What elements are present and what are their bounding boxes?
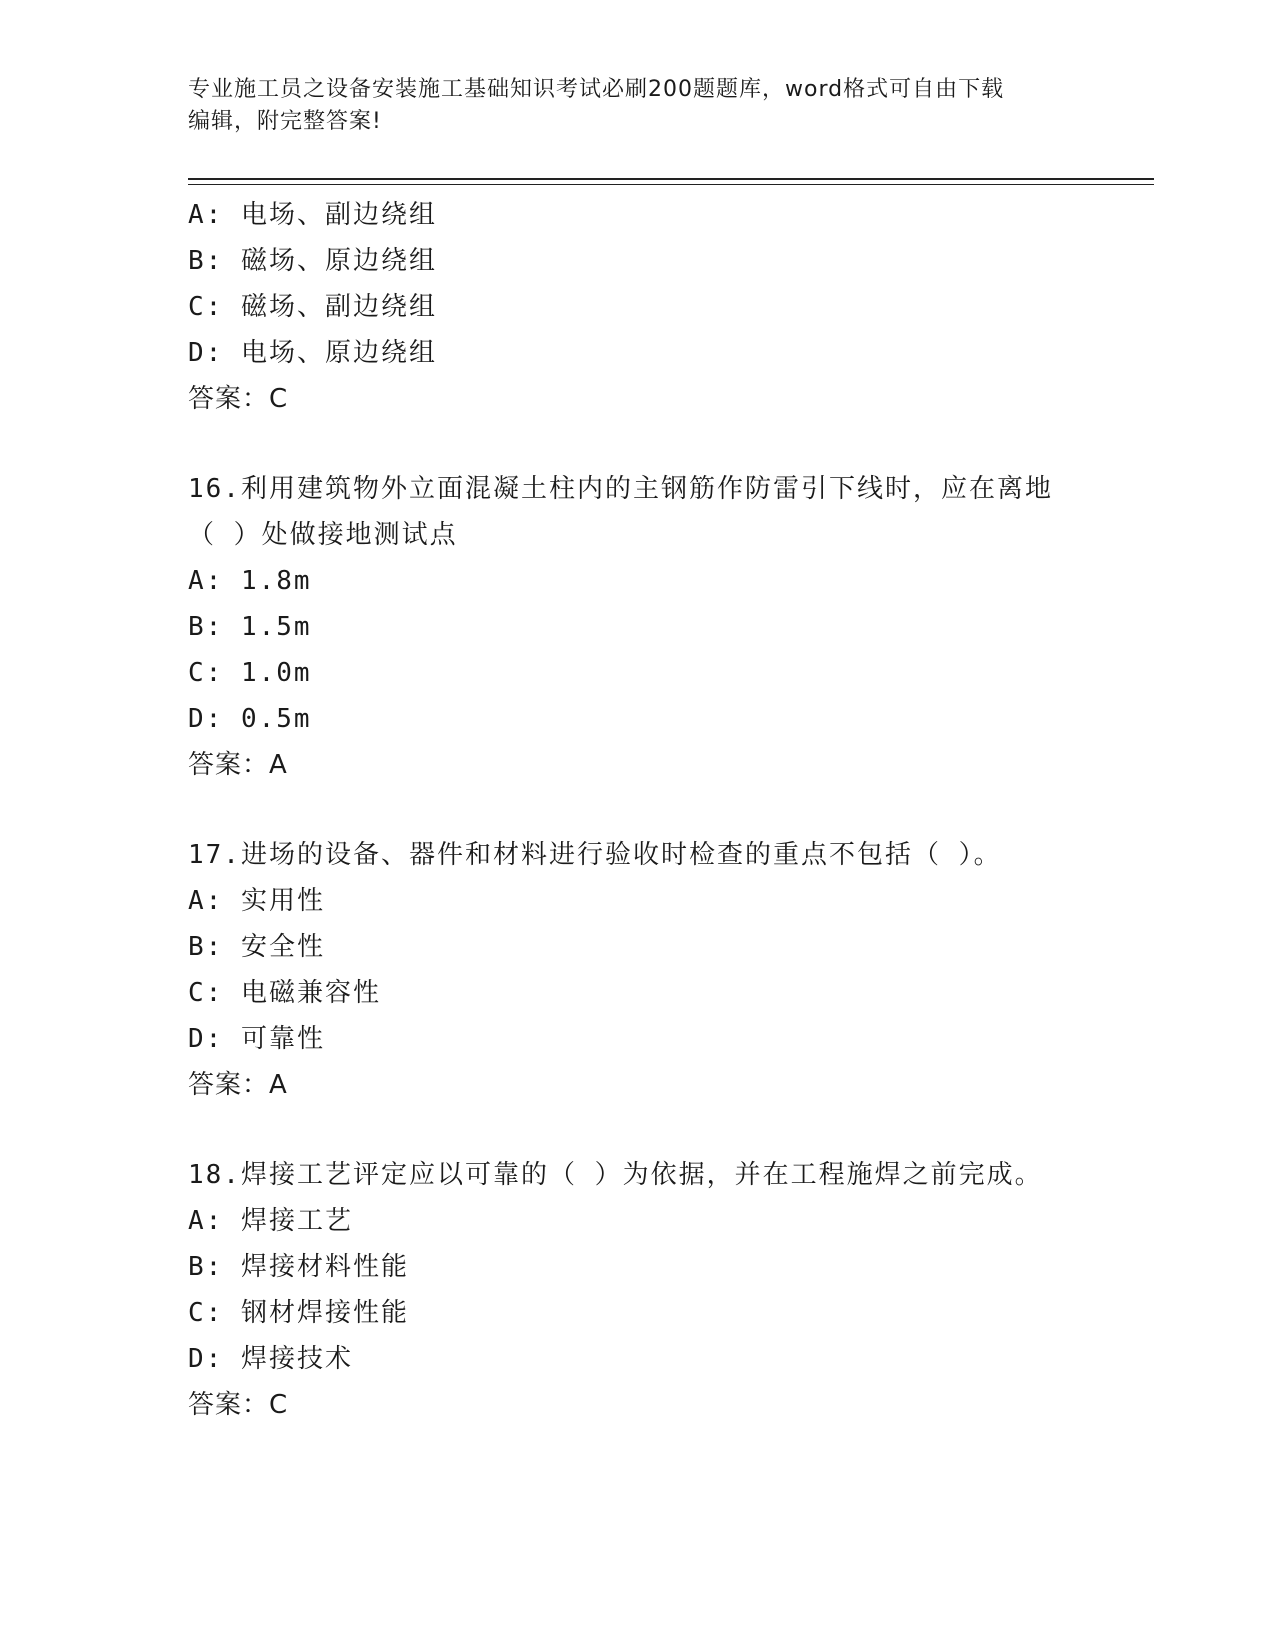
option-c: C: 磁场、副边绕组 <box>188 292 437 322</box>
option-a: A: 电场、副边绕组 <box>188 200 437 230</box>
option-b: B: 焊接材料性能 <box>188 1252 409 1282</box>
header-line-1: 专业施工员之设备安装施工基础知识考试必刷200题题库，word格式可自由下载 <box>188 77 1005 102</box>
option-a: A: 实用性 <box>188 886 325 916</box>
option-c: C: 1.0m <box>188 658 312 688</box>
question-list <box>188 192 1154 1428</box>
option-a: A: 1.8m <box>188 566 312 596</box>
option-c: C: 电磁兼容性 <box>188 978 381 1008</box>
question-18 <box>188 1152 1154 1428</box>
question-stem-line-1: 17.进场的设备、器件和材料进行验收时检查的重点不包括（ ）。 <box>188 840 1002 870</box>
option-b: B: 1.5m <box>188 612 312 642</box>
option-a: A: 焊接工艺 <box>188 1206 353 1236</box>
question-16 <box>188 466 1154 788</box>
option-d: D: 可靠性 <box>188 1024 325 1054</box>
answer: 答案：C <box>188 384 289 414</box>
option-b: B: 磁场、原边绕组 <box>188 246 437 276</box>
question-17 <box>188 832 1154 1108</box>
spacer <box>188 422 1154 466</box>
option-b: B: 安全性 <box>188 932 325 962</box>
question-15 <box>188 192 1154 422</box>
answer: 答案：C <box>188 1390 289 1420</box>
question-stem-line-1: 18.焊接工艺评定应以可靠的（ ）为依据，并在工程施焊之前完成。 <box>188 1160 1043 1190</box>
header-rule-thin <box>188 184 1154 185</box>
header-rule-thick <box>188 178 1154 180</box>
question-stem-line-1: 16.利用建筑物外立面混凝土柱内的主钢筋作防雷引下线时，应在离地 <box>188 474 1053 504</box>
spacer <box>188 1108 1154 1152</box>
header-line-2: 编辑，附完整答案! <box>188 109 382 134</box>
answer: 答案：A <box>188 750 288 780</box>
document-header <box>188 74 1088 138</box>
option-d: D: 0.5m <box>188 704 312 734</box>
option-d: D: 电场、原边绕组 <box>188 338 437 368</box>
question-stem-line-2: （ ）处做接地测试点 <box>188 520 458 550</box>
spacer <box>188 788 1154 832</box>
option-c: C: 钢材焊接性能 <box>188 1298 409 1328</box>
option-d: D: 焊接技术 <box>188 1344 353 1374</box>
answer: 答案：A <box>188 1070 288 1100</box>
